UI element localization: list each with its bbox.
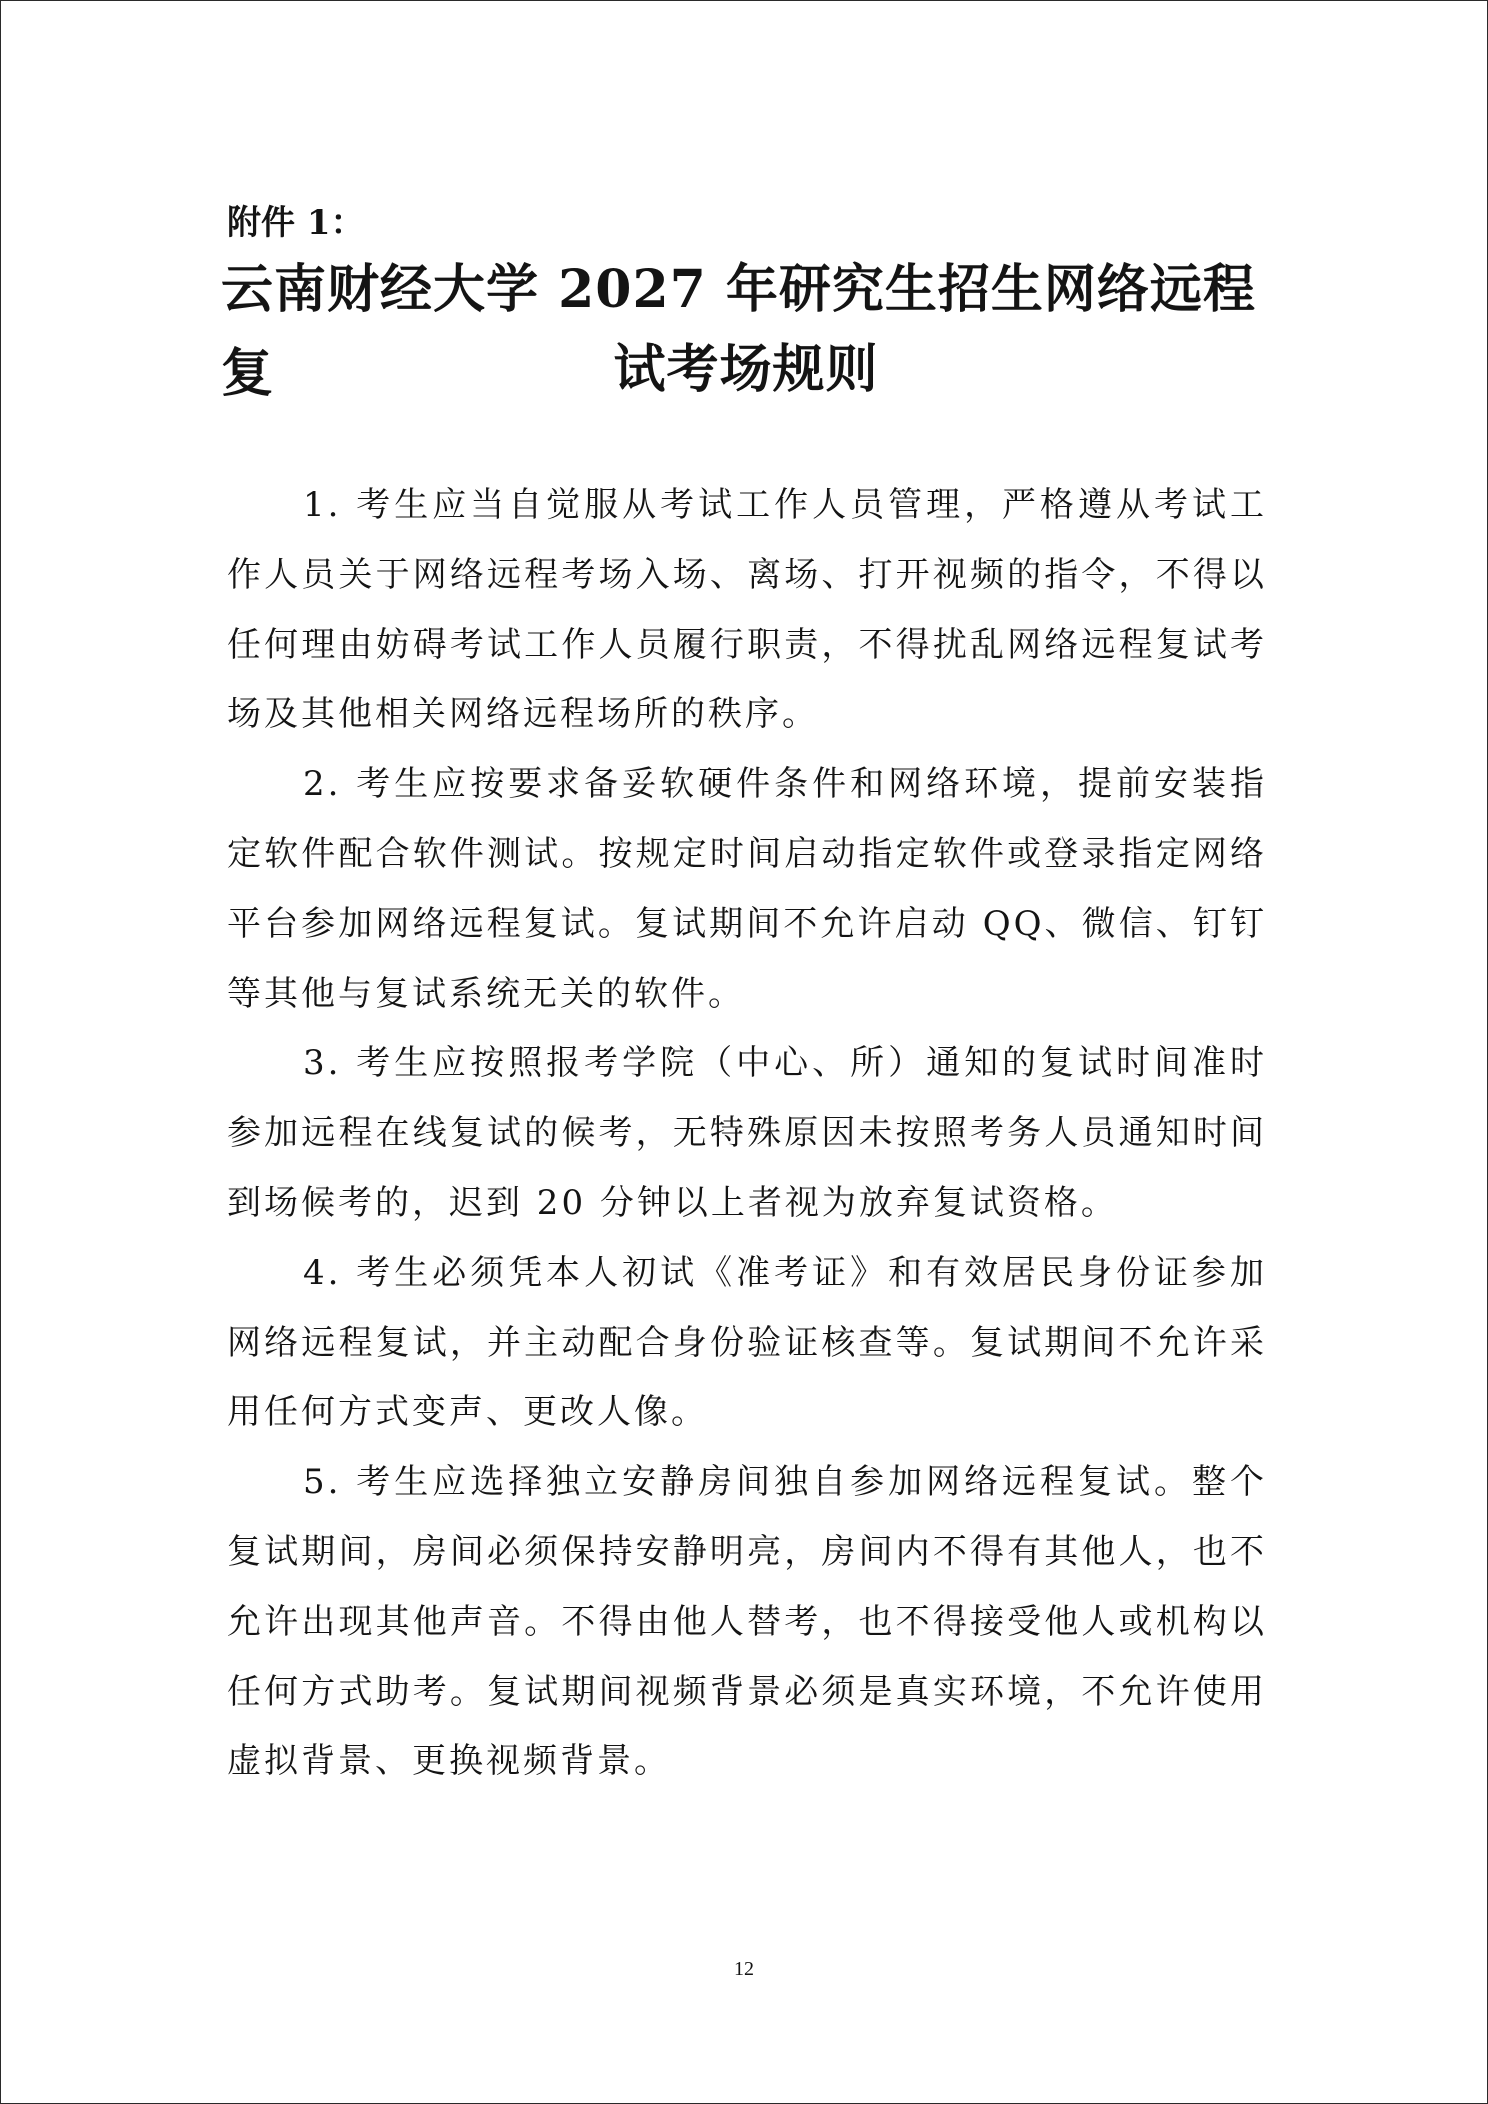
attachment-label: 附件 1：: [227, 203, 365, 243]
page-number: 12: [734, 1958, 754, 1980]
document-title-line-1: 云南财经大学 2027 年研究生招生网络远程复: [221, 259, 1256, 404]
rules-body: [227, 471, 1267, 1797]
rule-paragraph-4: 4. 考生必须凭本人初试《准考证》和有效居民身份证参加网络远程复试，并主动配合身份验证核查等。复试期间不允许采用任何方式变声、更改人像。: [227, 1252, 1267, 1433]
rule-paragraph-5: 5. 考生应选择独立安静房间独自参加网络远程复试。整个复试期间，房间必须保持安静明亮，房间内不得有其他人，也不允许出现其他声音。不得由他人替考，也不得接受他人或机构以任何方式助考。复试期间视频背景必须是真实环境，不允许使用虚拟背景、更换视频背景。: [227, 1462, 1267, 1782]
rule-paragraph-3: 3. 考生应按照报考学院（中心、所）通知的复试时间准时参加远程在线复试的候考，无特殊原因未按照考务人员通知时间到场候考的，迟到 20 分钟以上者视为放弃复试资格。: [227, 1043, 1267, 1223]
document-title-line-2: 试考场规则: [613, 339, 879, 400]
rule-paragraph-2: 2. 考生应按要求备妥软硬件条件和网络环境，提前安装指定软件配合软件测试。按规定时间启动指定软件或登录指定网络平台参加网络远程复试。复试期间不允许启动 QQ、微信、钉钉等其他与复试系统无关的软件。: [227, 764, 1267, 1014]
rule-paragraph-1: 1. 考生应当自觉服从考试工作人员管理，严格遵从考试工作人员关于网络远程考场入场、离场、打开视频的指令，不得以任何理由妨碍考试工作人员履行职责，不得扰乱网络远程复试考场及其他相关网络远程场所的秩序。: [227, 485, 1267, 735]
